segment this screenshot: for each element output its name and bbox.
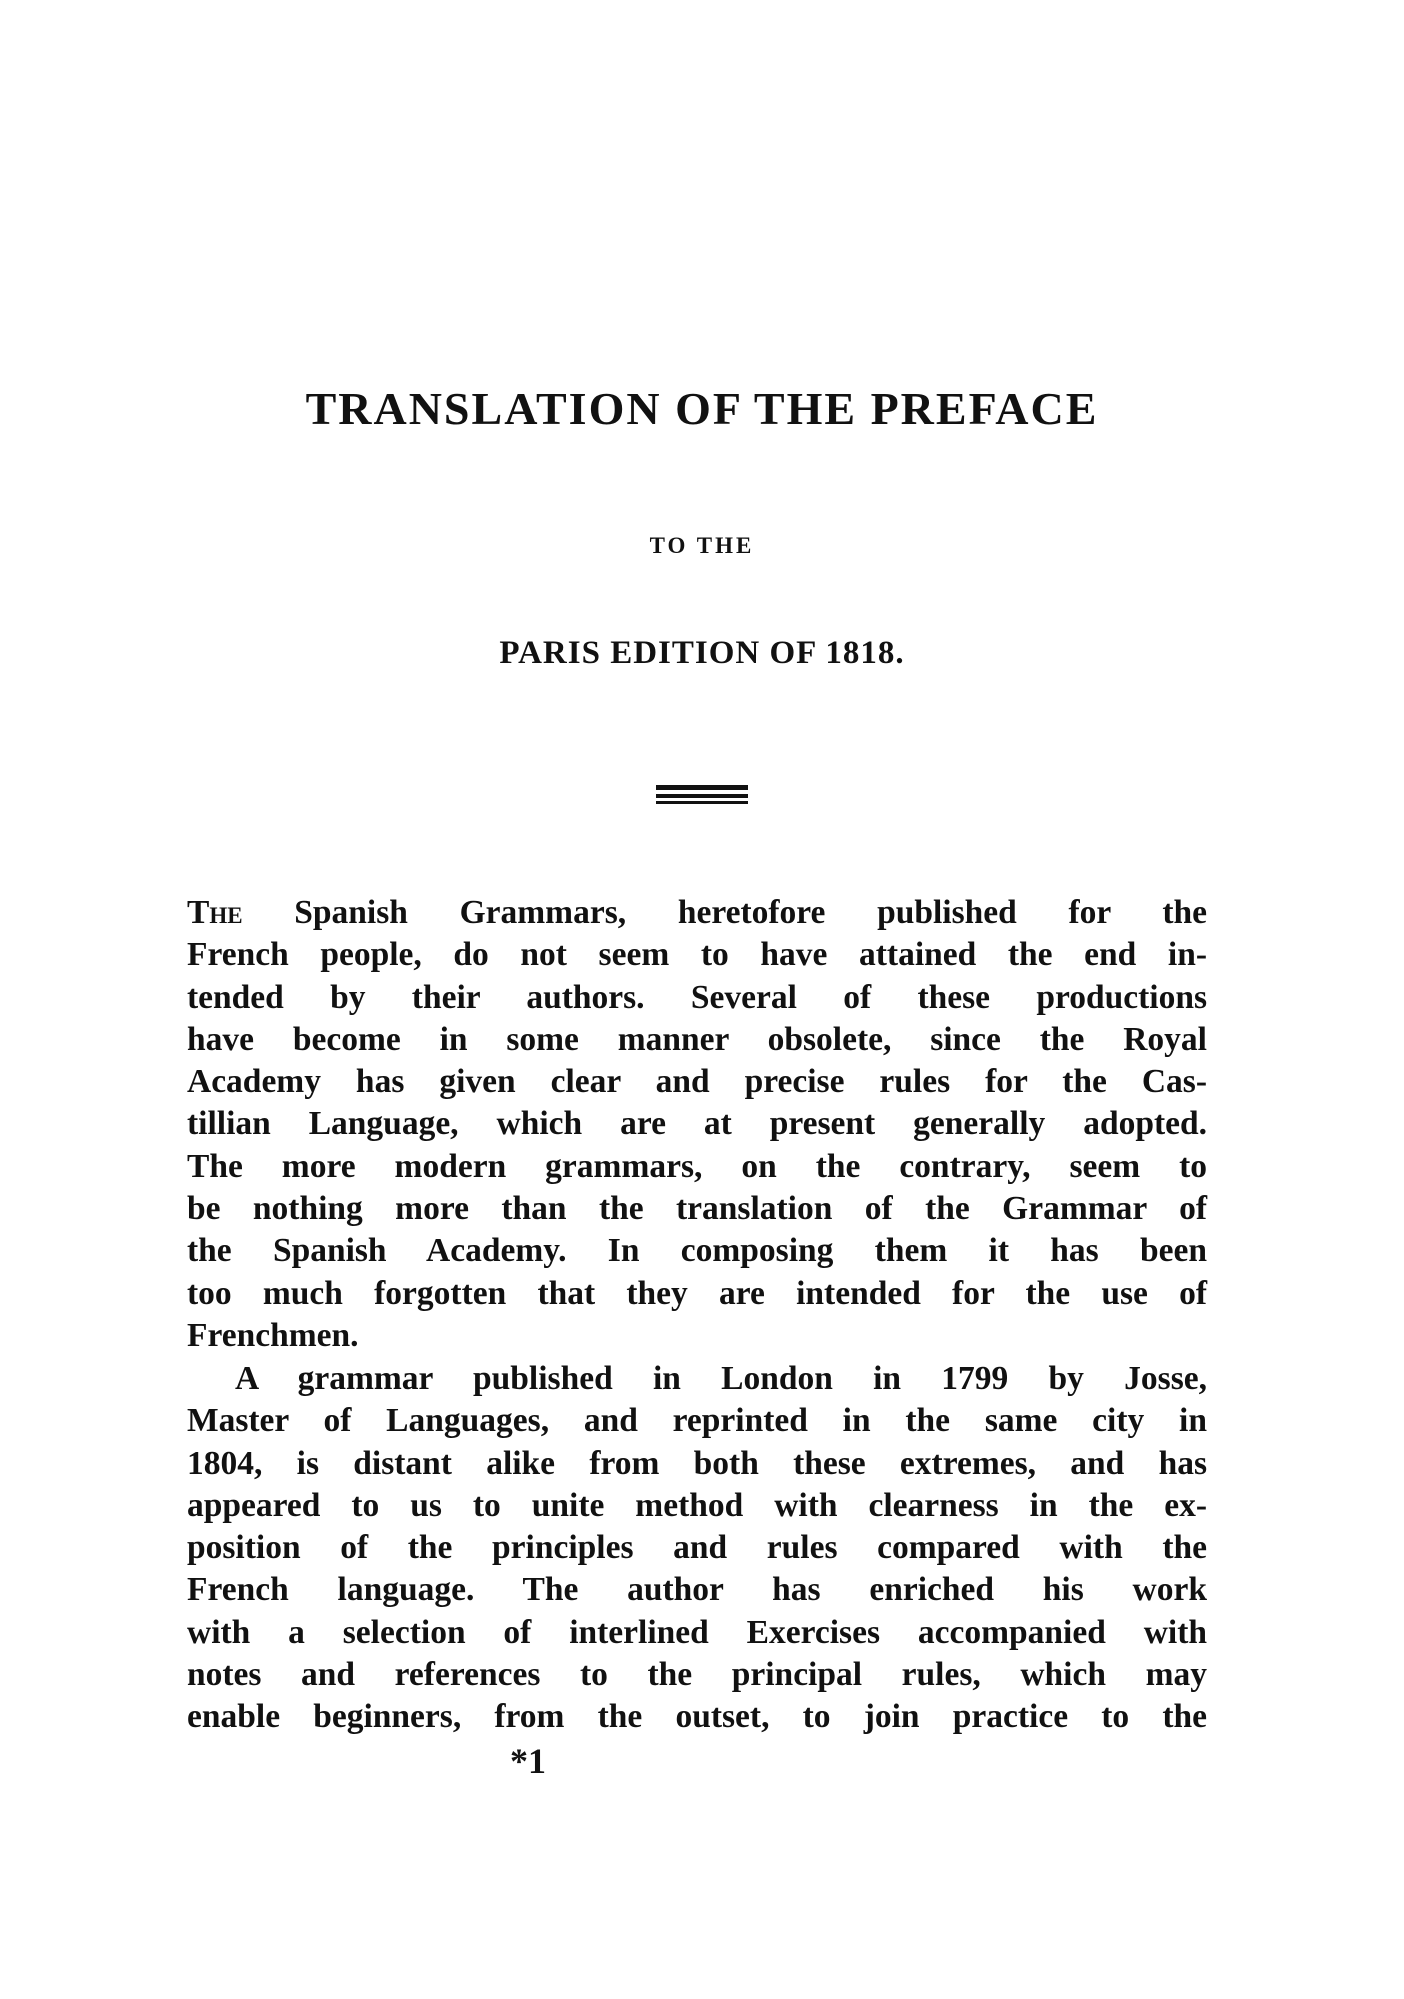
subtitle-edition: PARIS EDITION OF 1818. [499, 635, 905, 671]
text-line: position of the principles and rules compared with the [187, 1529, 1207, 1567]
text-line: Frenchmen. [187, 1316, 359, 1354]
text-line: French people, do not seem to have attained the end in- [187, 936, 1207, 974]
text-line: with a selection of interlined Exercises accompanied with [187, 1613, 1207, 1651]
text-line: The more modern grammars, on the contrary, seem to [187, 1147, 1207, 1185]
text-line: too much forgotten that they are intended for the use of [187, 1274, 1207, 1312]
paragraph-2 [187, 1358, 1207, 1739]
lead-word: The [187, 894, 243, 931]
rule-bar [656, 785, 748, 790]
text-line: appeared to us to unite method with clearness in the ex- [187, 1486, 1207, 1524]
text-line: be nothing more than the translation of the Grammar of [187, 1190, 1207, 1228]
text-line: A grammar published in London in 1799 by Josse, [235, 1360, 1207, 1397]
text-line: tillian Language, which are at present generally adopted. [187, 1105, 1207, 1143]
text-line: have become in some manner obsolete, since the Royal [187, 1020, 1207, 1058]
rule-bar [656, 794, 748, 798]
subtitle-to-the: TO THE [649, 533, 755, 558]
text-line: the Spanish Academy. In composing them it has been [187, 1232, 1207, 1270]
text-line: Master of Languages, and reprinted in the same city in [187, 1402, 1207, 1440]
text-line: enable beginners, from the outset, to join practice to the [187, 1698, 1207, 1736]
text-line: 1804, is distant alike from both these extremes, and has [187, 1444, 1207, 1482]
text-line [187, 892, 1207, 934]
signature-mark: *1 [510, 1741, 546, 1781]
text-line-content: Spanish Grammars, heretofore published for the [294, 894, 1207, 931]
text-line: French language. The author has enriched his work [187, 1571, 1207, 1609]
decorative-rule [656, 785, 748, 805]
rule-bar [656, 801, 748, 804]
text-line: notes and references to the principal rules, which may [187, 1656, 1207, 1694]
text-line: Academy has given clear and precise rules for the Cas- [187, 1063, 1207, 1101]
text-line: tended by their authors. Several of these productions [187, 978, 1207, 1016]
paragraph-1 [187, 892, 1207, 1357]
page-title: TRANSLATION OF THE PREFACE [305, 383, 1099, 434]
